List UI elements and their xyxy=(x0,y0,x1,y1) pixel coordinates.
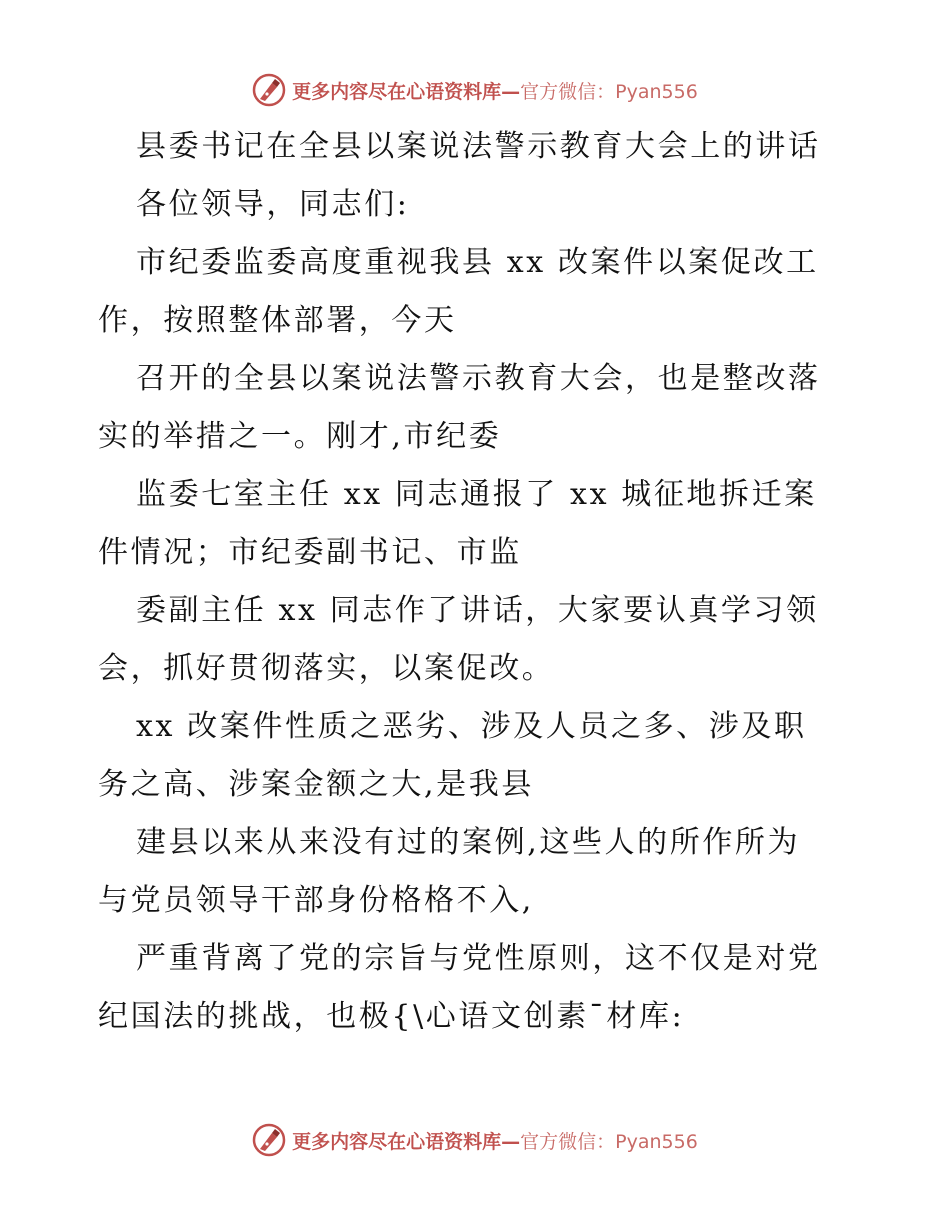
header-watermark xyxy=(0,70,950,110)
paragraph-line: 纪国法的挑战，也极{\心语文创素¯材库: xyxy=(98,999,685,1034)
watermark-wechat: 官方微信：Pyan556 xyxy=(520,1130,698,1153)
paragraph-line: 作，按照整体部署，今天 xyxy=(98,303,457,338)
watermark-text xyxy=(292,1127,698,1154)
paragraph-line: 委副主任 xx 同志作了讲话，大家要认真学习领 xyxy=(136,593,819,628)
paragraph-line: 实的举措之一。刚才,市纪委 xyxy=(98,419,502,454)
watermark-text xyxy=(292,77,698,104)
watermark-wechat: 官方微信：Pyan556 xyxy=(520,80,698,103)
document-body xyxy=(98,118,858,1046)
watermark-site: 更多内容尽在心语资料库— xyxy=(292,1130,521,1153)
paragraph-line: 会，抓好贯彻落实，以案促改。 xyxy=(98,651,555,686)
watermark-site: 更多内容尽在心语资料库— xyxy=(292,80,521,103)
paragraph-line: 务之高、涉案金额之大,是我县 xyxy=(98,767,534,802)
salutation: 各位领导，同志们: xyxy=(136,187,410,222)
paragraph-line: 市纪委监委高度重视我县 xx 改案件以案促改工 xyxy=(136,245,819,280)
paragraph-line: 召开的全县以案说法警示教育大会，也是整改落 xyxy=(136,361,821,396)
document-title: 县委书记在全县以案说法警示教育大会上的讲话 xyxy=(136,129,821,164)
footer-watermark xyxy=(0,1120,950,1160)
paragraph-line: xx 改案件性质之恶劣、涉及人员之多、涉及职 xyxy=(136,709,807,744)
pen-nib-logo-icon xyxy=(252,73,286,107)
paragraph-line: 件情况；市纪委副书记、市监 xyxy=(98,535,522,570)
paragraph-line: 监委七室主任 xx 同志通报了 xx 城征地拆迁案 xyxy=(136,477,817,512)
paragraph-line: 建县以来从来没有过的案例,这些人的所作所为 xyxy=(136,825,801,860)
paragraph-line: 严重背离了党的宗旨与党性原则，这不仅是对党 xyxy=(136,941,821,976)
paragraph-line: 与党员领导干部身份格格不入, xyxy=(98,883,534,918)
pen-nib-logo-icon xyxy=(252,1123,286,1157)
